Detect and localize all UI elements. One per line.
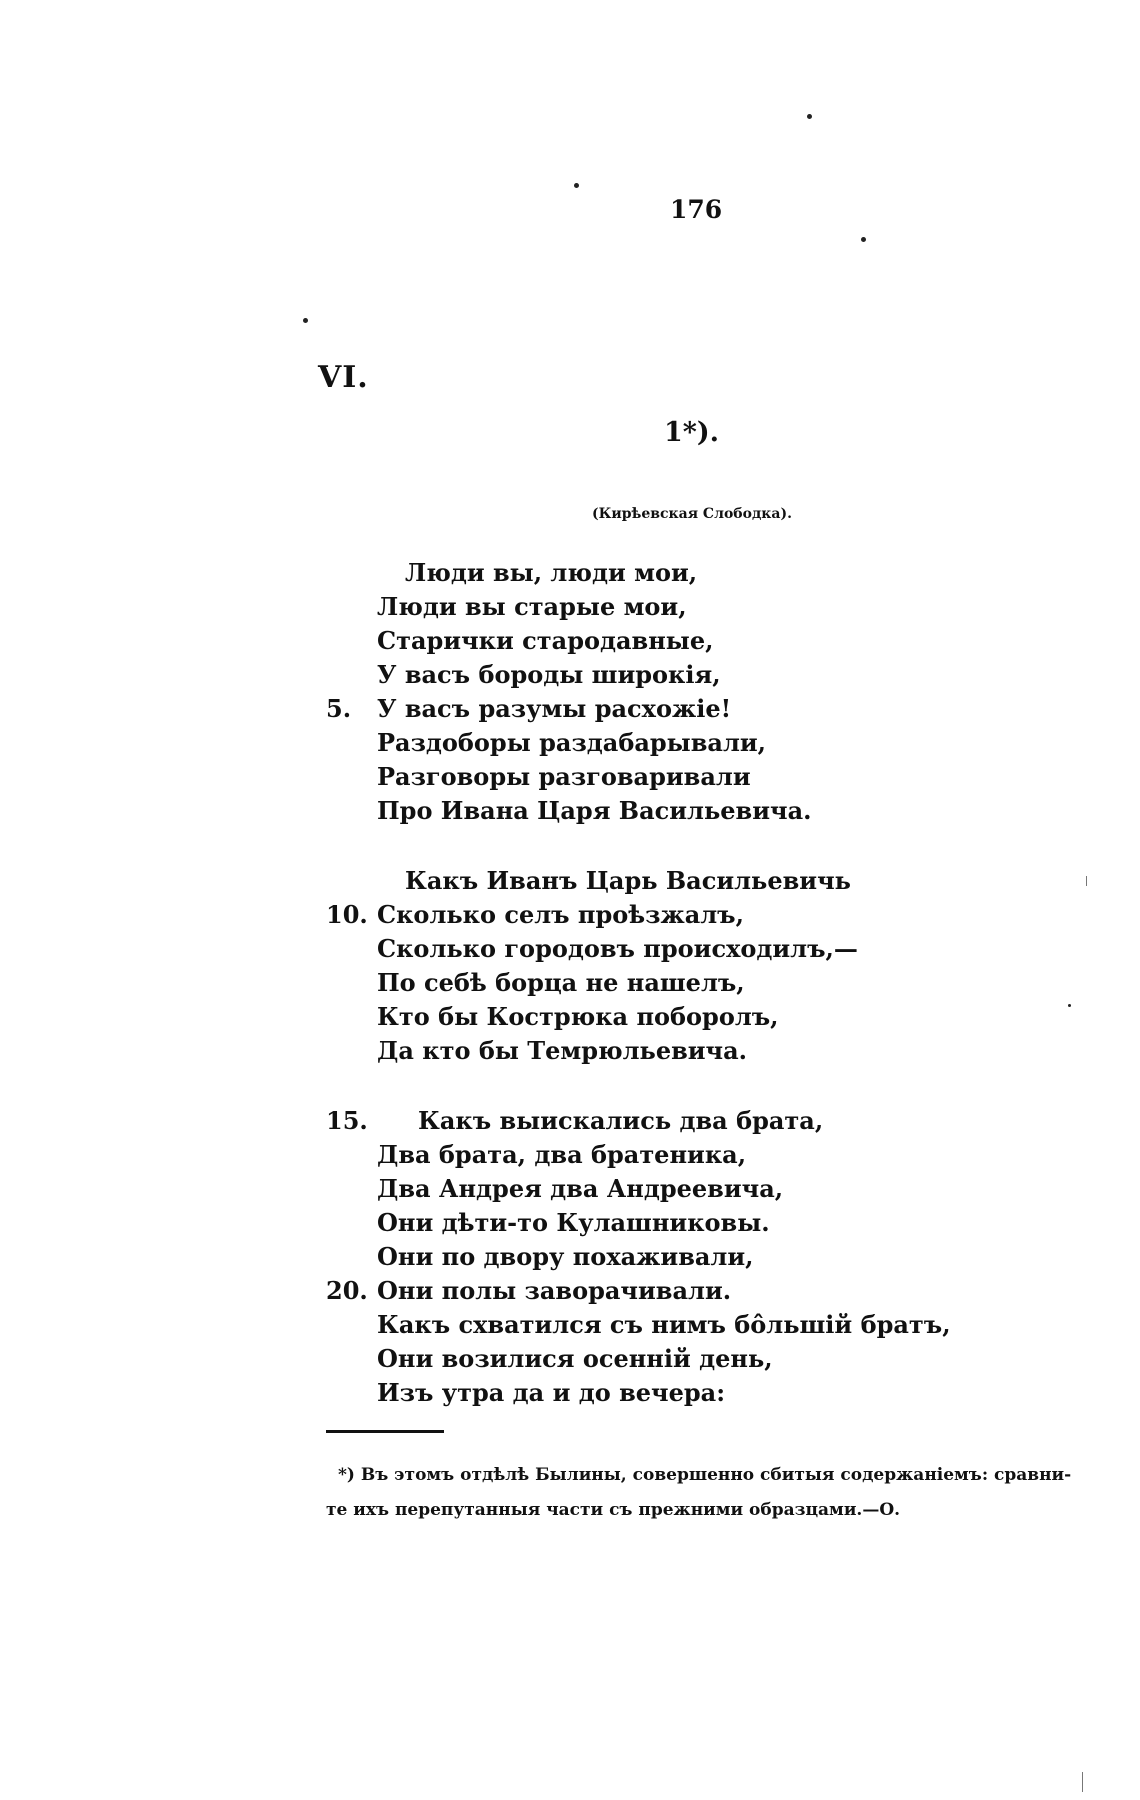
line-text: Какъ выискались два брата, [418,1106,824,1135]
line-text: Они возилися осенній день, [377,1344,773,1373]
line-text: Разговоры разговаривали [377,762,751,791]
location-subtitle: (Кирѣевская Слободка). [592,506,792,522]
footnote [326,1458,1072,1528]
line-text: Люди вы, люди мои, [405,558,698,587]
line-text: Два Андрея два Андреевича, [377,1174,784,1203]
line-text: Они полы заворачивали. [377,1276,732,1305]
scan-mark [1086,876,1087,886]
line-text: Какъ Иванъ Царь Васильевичь [405,866,851,895]
scan-speck [807,114,812,119]
line-text: Кто бы Кострюка поборолъ, [377,1002,779,1031]
line-text: Люди вы старые мои, [377,592,687,621]
line-text: Сколько селъ проѣзжалъ, [377,900,744,929]
scan-speck [861,237,866,242]
footnote-line: те ихъ перепутанныя части съ прежними образцами.—О. [326,1500,901,1520]
page-number: 176 [670,195,723,224]
poem-number: 1*). [664,417,720,448]
line-text: У васъ разумы расхожіе! [377,694,732,723]
line-text: Да кто бы Темрюльевича. [377,1036,748,1065]
line-text: Какъ схватился съ нимъ бо̂льшій братъ, [377,1310,951,1339]
line-text: Сколько городовъ происходилъ,— [377,934,858,963]
line-number: 5. [326,694,352,723]
line-number: 10. [326,900,368,929]
line-number: 15. [326,1106,368,1135]
footnote-divider [326,1430,444,1433]
scan-speck [1068,1004,1071,1007]
line-text: Они дѣти-то Кулашниковы. [377,1208,770,1237]
line-text: Изъ утра да и до вечера: [377,1378,726,1407]
scan-speck [303,318,308,323]
scan-speck [574,183,579,188]
line-text: Про Ивана Царя Васильевича. [377,796,812,825]
footnote-line: *) Въ этомъ отдѣлѣ Былины, совершенно сбитыя содержаніемъ: сравни- [338,1465,1072,1485]
line-number: 20. [326,1276,368,1305]
scan-mark [1082,1772,1083,1792]
line-text: У васъ бороды широкія, [377,660,721,689]
section-numeral: VI. [318,360,369,395]
line-text: Старички стародавные, [377,626,714,655]
line-text: Раздоборы раздабарывали, [377,728,767,757]
line-text: По себѣ борца не нашелъ, [377,968,745,997]
line-text: Они по двору похаживали, [377,1242,754,1271]
line-text: Два брата, два братеника, [377,1140,747,1169]
